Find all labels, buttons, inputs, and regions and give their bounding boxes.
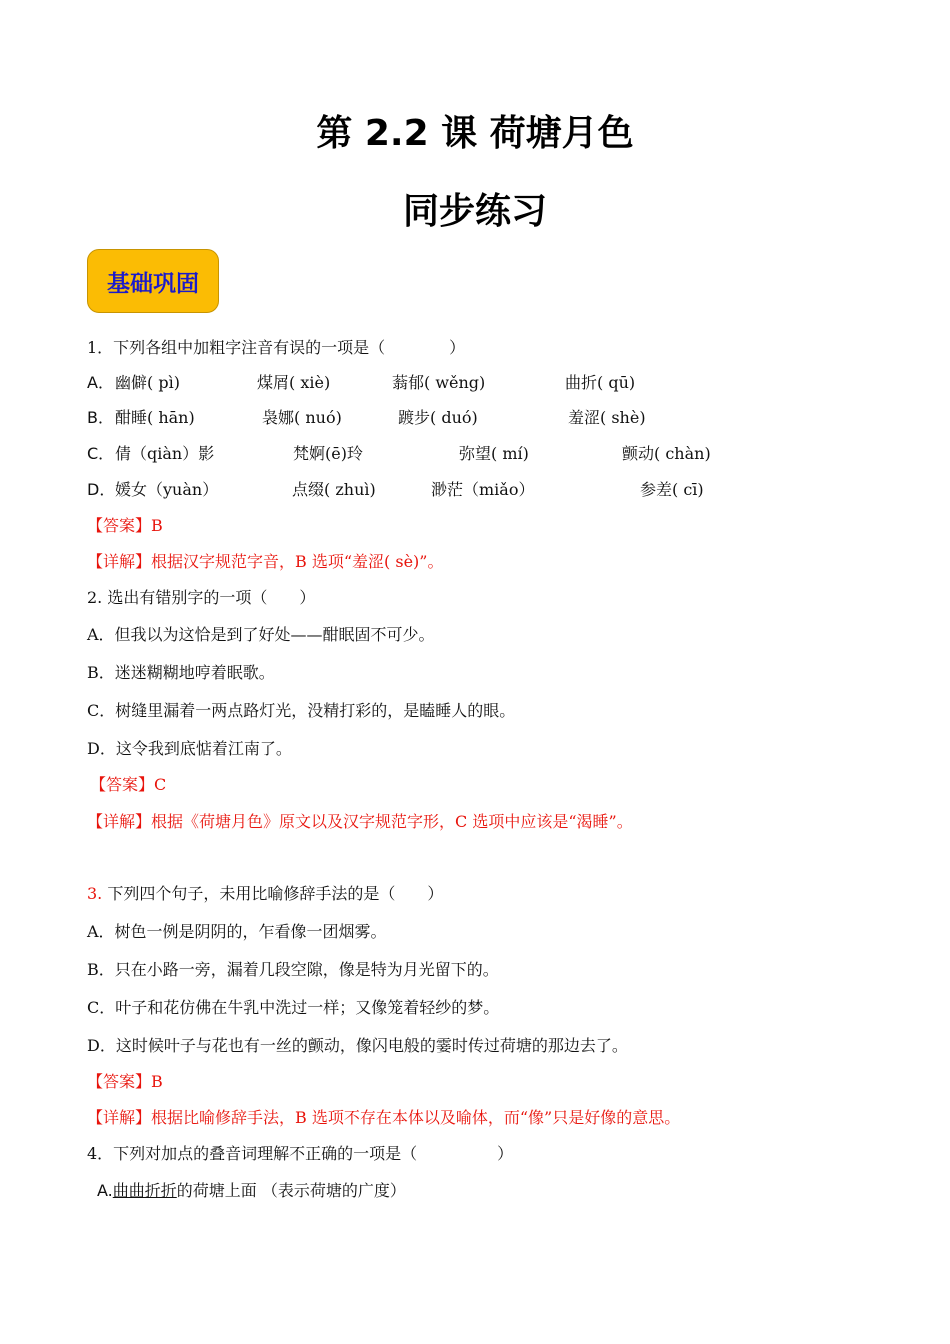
q3-answer: 【答案】B	[87, 1072, 163, 1091]
q2-answer: 【答案】C	[90, 775, 167, 794]
q2-stem: 2. 选出有错别字的一项（ ）	[87, 588, 316, 607]
section-badge: 基础巩固	[87, 249, 219, 313]
q1-option-b-label: B．	[87, 408, 114, 427]
q1-option-d-4: 参差( cī)	[640, 480, 704, 499]
q1-answer: 【答案】B	[87, 516, 163, 535]
q1-option-a-4: 曲折( qū)	[565, 373, 636, 392]
q1-option-d-label: D．	[87, 480, 116, 499]
q2-option-a: A．但我以为这恰是到了好处——酣眠固不可少。	[87, 625, 435, 644]
q3-detail: 【详解】根据比喻修辞手法，B 选项不存在本体以及喻体，而“像”只是好像的意思。	[87, 1108, 681, 1127]
q1-option-a-1: 幽僻( pì)	[115, 373, 180, 392]
q1-option-c-2: 梵婀(ē)玲	[293, 444, 363, 463]
q4-stem: 4．下列对加点的叠音词理解不正确的一项是（ ）	[87, 1144, 514, 1163]
q1-option-b-2: 袅娜( nuó)	[262, 408, 342, 427]
q1-option-b-1: 酣睡( hān)	[115, 408, 195, 427]
q3-option-a: A．树色一例是阴阴的，乍看像一团烟雾。	[87, 922, 387, 941]
q1-option-d-1: 媛女（yuàn）	[115, 480, 219, 499]
q2-detail: 【详解】根据《荷塘月色》原文以及汉字规范字形，C 选项中应该是“渴睡”。	[87, 812, 633, 831]
q1-option-a-label: A．	[87, 373, 114, 392]
q1-option-c-1: 倩（qiàn）影	[115, 444, 215, 463]
q1-stem: 1．下列各组中加粗字注音有误的一项是（ ）	[87, 338, 466, 357]
q4-option-a-label: A.	[97, 1181, 113, 1200]
q4-option-a-word: 曲曲折折	[112, 1181, 177, 1200]
q2-option-c: C．树缝里漏着一两点路灯光，没精打彩的，是瞌睡人的眼。	[87, 701, 516, 720]
q3-option-c: C．叶子和花仿佛在牛乳中洗过一样；又像笼着轻纱的梦。	[87, 998, 500, 1017]
q3-stem	[87, 883, 443, 905]
q3-option-d: D．这时候叶子与花也有一丝的颤动，像闪电般的霎时传过荷塘的那边去了。	[87, 1036, 628, 1055]
q1-option-d-2: 点缀( zhuì)	[292, 480, 376, 499]
q1-option-a-2: 煤屑( xiè)	[257, 373, 331, 392]
q1-option-c-3: 弥望( mí)	[459, 444, 529, 463]
q2-option-d: D．这令我到底惦着江南了。	[87, 739, 292, 758]
q1-detail: 【详解】根据汉字规范字音，B 选项“羞涩( sè)”。	[87, 552, 444, 571]
q4-option-a-rest: 的荷塘上面 （表示荷塘的广度）	[176, 1181, 406, 1200]
q1-option-b-4: 羞涩( shè)	[568, 408, 646, 427]
page-subtitle: 同步练习	[402, 191, 547, 232]
q4-option-a	[97, 1180, 406, 1202]
q3-number: 3.	[87, 884, 103, 903]
q3-option-b: B．只在小路一旁，漏着几段空隙，像是特为月光留下的。	[87, 960, 499, 979]
page-title: 第 2.2 课 荷塘月色	[316, 113, 634, 154]
q1-option-c-label: C．	[87, 444, 115, 463]
q1-option-b-3: 踱步( duó)	[398, 408, 478, 427]
q3-stem-text: 下列四个句子，未用比喻修辞手法的是（ ）	[102, 884, 444, 903]
q1-option-d-3: 渺茫（miǎo）	[431, 480, 535, 499]
q1-option-c-4: 颤动( chàn)	[622, 444, 711, 463]
q1-option-a-3: 蓊郁( wěng)	[392, 373, 486, 392]
q2-option-b: B．迷迷糊糊地哼着眠歌。	[87, 663, 275, 682]
